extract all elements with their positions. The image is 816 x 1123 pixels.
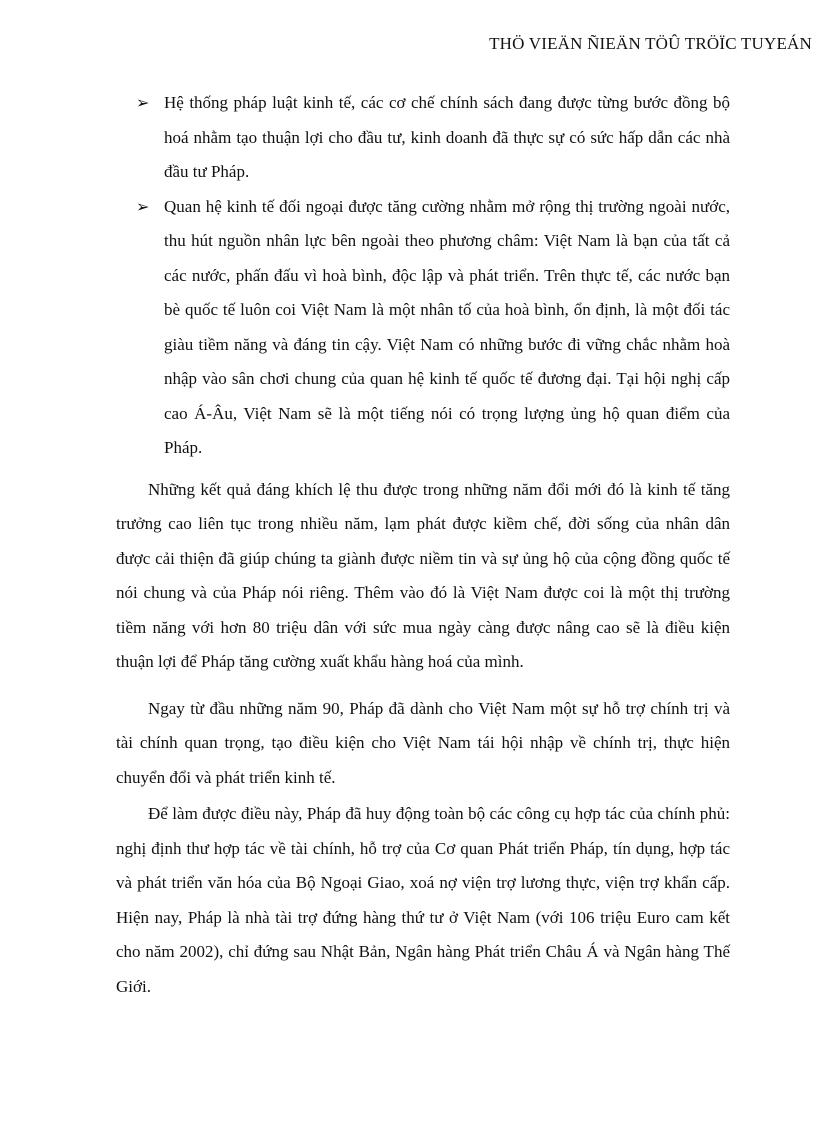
paragraph: Để làm được điều này, Pháp đã huy động toàn bộ các công cụ hợp tác của chính phủ: nghị định thư hợp tác về tài chính, hỗ trợ của Cơ quan Phát triển Pháp, tín dụng, hợp tác và phát triển văn hóa của Bộ Ngoại Giao, xoá nợ viện trợ lương thực, viện trợ khẩn cấp. Hiện nay, Pháp là nhà tài trợ đứng hàng thứ tư ở Việt Nam (với 106 triệu Euro cam kết cho năm 2002), chỉ đứng sau Nhật Bản, Ngân hàng Phát triển Châu Á và Ngân hàng Thế Giới. bbox=[116, 804, 730, 996]
bullet-text: Hệ thống pháp luật kinh tế, các cơ chế chính sách đang được từng bước đồng bộ hoá nhằm tạo thuận lợi cho đầu tư, kinh doanh đã thực sự có sức hấp dẫn các nhà đầu tư Pháp. bbox=[164, 93, 730, 181]
list-item bbox=[116, 190, 730, 466]
document-body bbox=[116, 86, 730, 1004]
arrow-bullet-icon: ➢ bbox=[136, 196, 150, 216]
bullet-list bbox=[116, 86, 730, 466]
paragraph: Những kết quả đáng khích lệ thu được trong những năm đổi mới đó là kinh tế tăng trưởng cao liên tục trong nhiều năm, lạm phát được kiềm chế, đời sống của nhân dân được cải thiện đã giúp chúng ta giành được niềm tin và sự ủng hộ của cộng đồng quốc tế nói chung và của Pháp nói riêng. Thêm vào đó là Việt Nam được coi là một thị trường tiềm năng với hơn 80 triệu dân với sức mua ngày càng được nâng cao sẽ là điều kiện thuận lợi để Pháp tăng cường xuất khẩu hàng hoá của mình. bbox=[116, 479, 730, 671]
bullet-text: Quan hệ kinh tế đối ngoại được tăng cường nhằm mở rộng thị trường ngoài nước, thu hút nguồn nhân lực bên ngoài theo phương châm: Việt Nam là bạn của tất cả các nước, phấn đấu vì hoà bình, độc lập và phát triển. Trên thực tế, các nước bạn bè quốc tế luôn coi Việt Nam là một nhân tố của hoà bình, ổn định, là một đối tác giàu tiềm năng và đáng tin cậy. Việt Nam có những bước đi vững chắc nhằm hoà nhập vào sân chơi chung của quan hệ kinh tế quốc tế đương đại. Tại hội nghị cấp cao Á-Âu, Việt Nam sẽ là một tiếng nói có trọng lượng ủng hộ quan điểm của Pháp. bbox=[164, 196, 730, 457]
arrow-bullet-icon: ➢ bbox=[136, 93, 150, 112]
list-item bbox=[116, 86, 730, 190]
paragraph: Ngay từ đầu những năm 90, Pháp đã dành cho Việt Nam một sự hỗ trợ chính trị và tài chính quan trọng, tạo điều kiện cho Việt Nam tái hội nhập về chính trị, thực hiện chuyển đổi và phát triển kinh tế. bbox=[116, 698, 730, 787]
page-header: THÖ VIEÄN ÑIEÄN TÖÛ TRÖÏC TUYEÁN bbox=[489, 34, 812, 53]
